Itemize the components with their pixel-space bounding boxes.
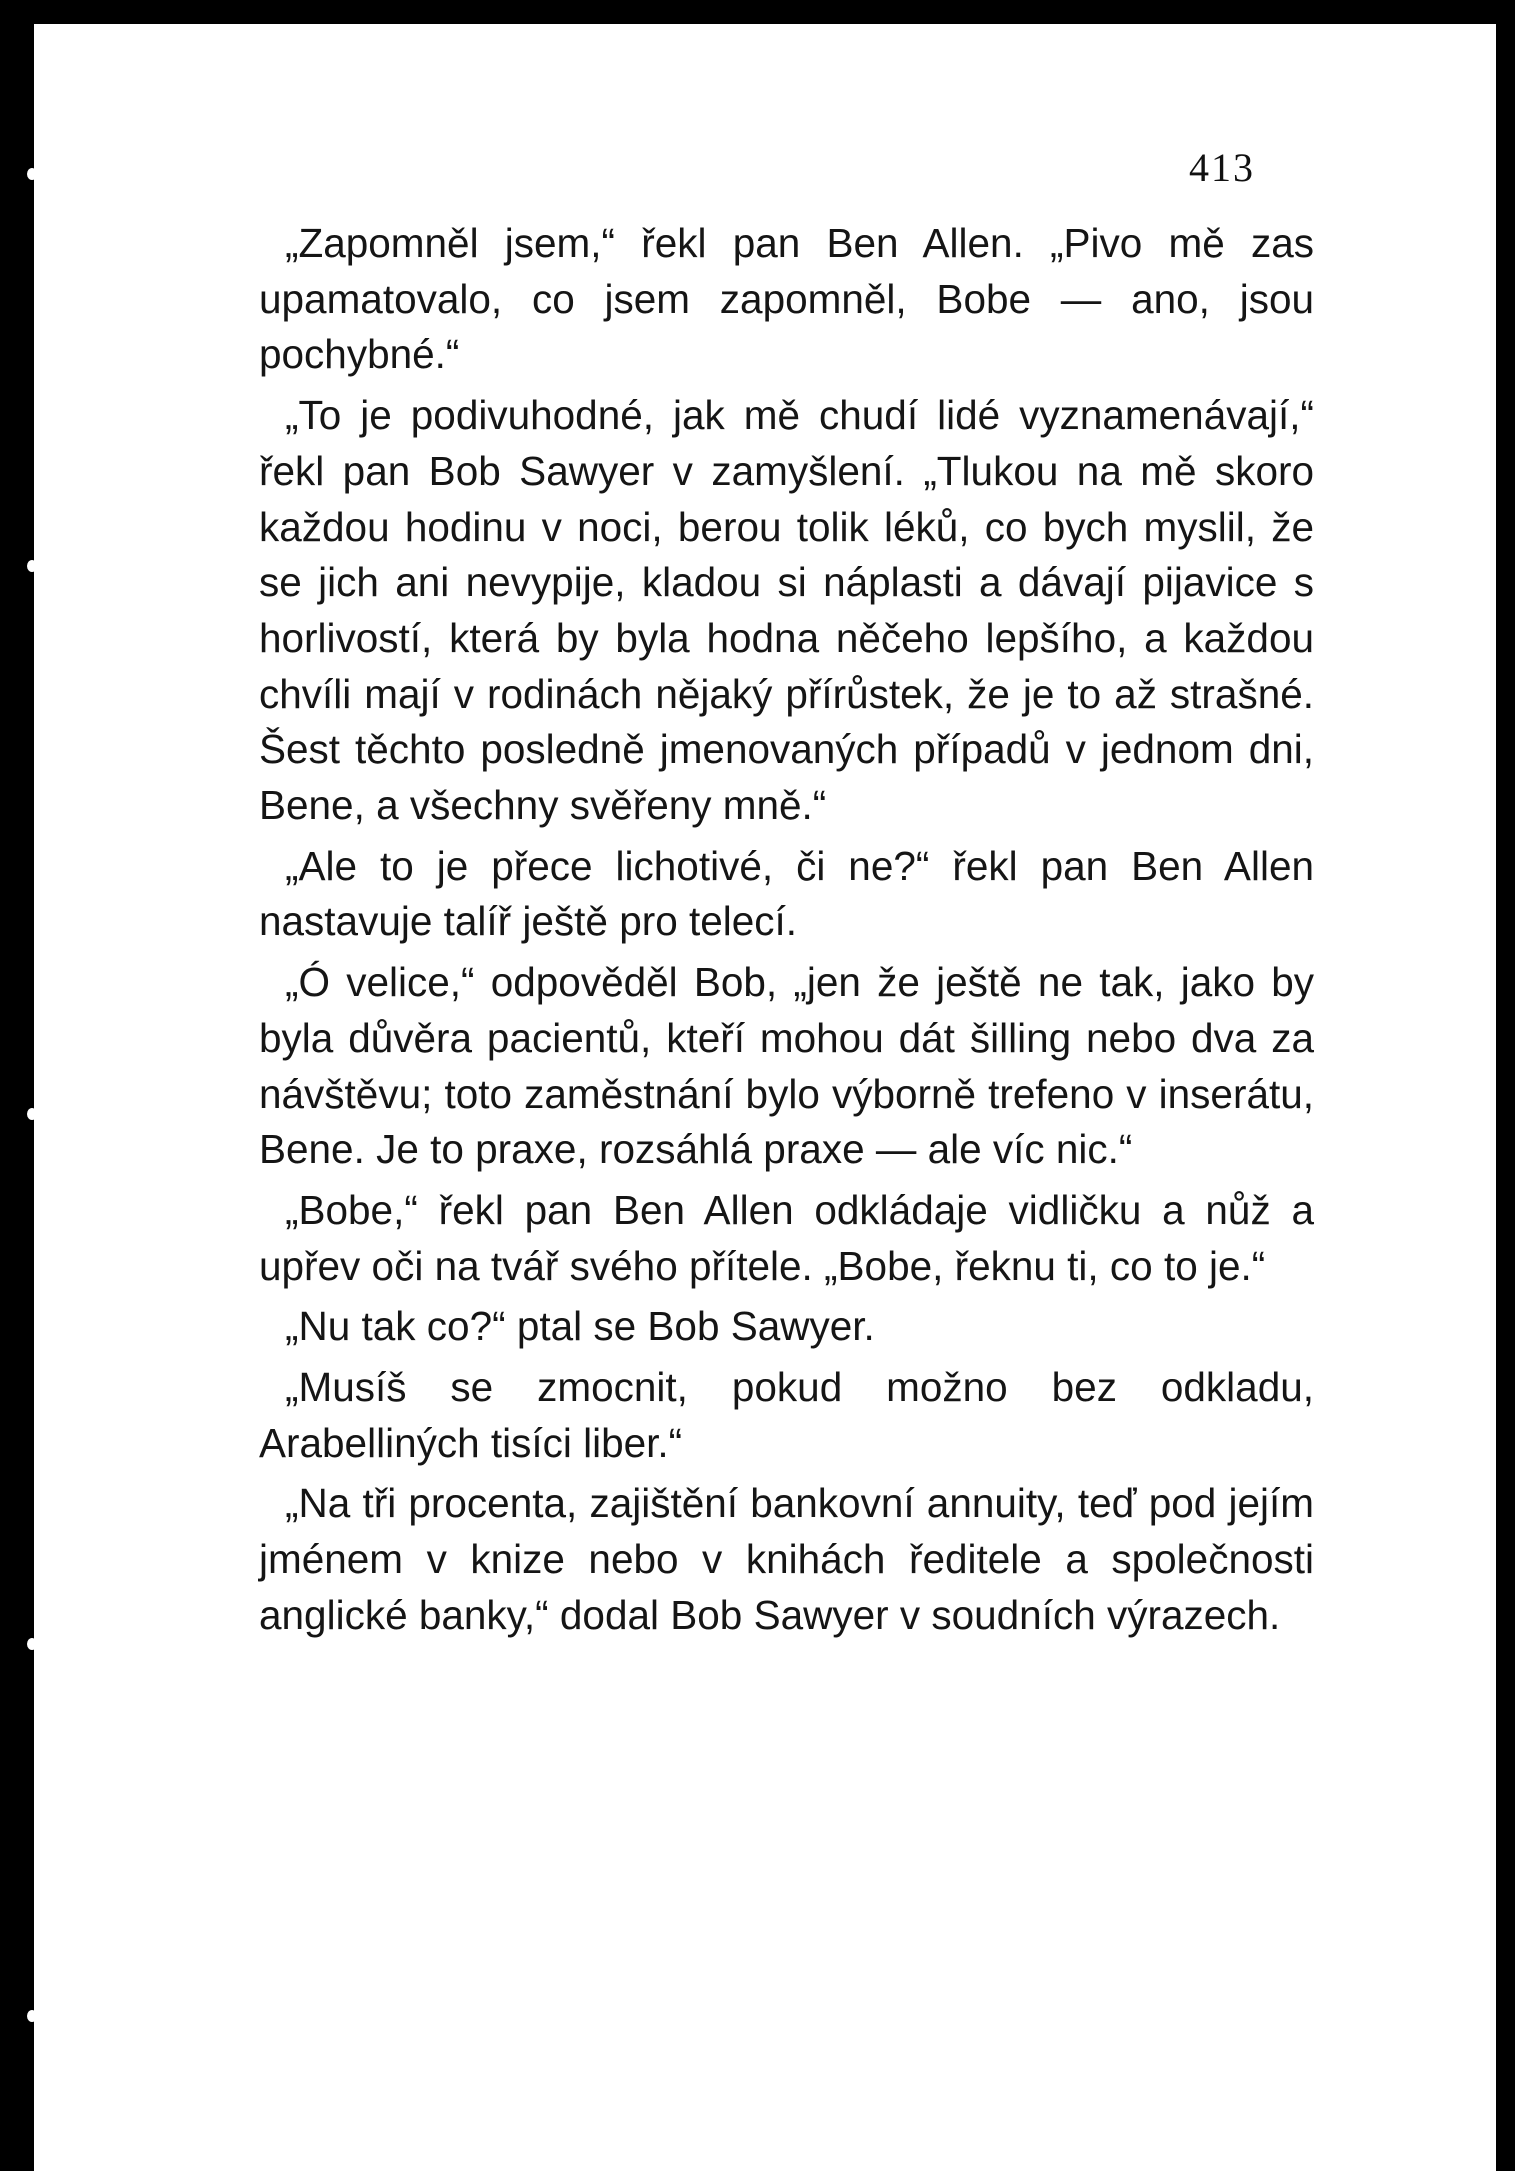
scan-edge-mark (27, 560, 37, 572)
paragraph: „Ale to je přece lichotivé, či ne?“ řekl pan Ben Allen nastavuje talíř ještě pro telecí. (259, 842, 1314, 945)
paragraph: „To je podivuhodné, jak mě chudí lidé vyznamenávají,“ řekl pan Bob Sawyer v zamyšlení. „Tlukou na mě skoro každou hodinu v noci, berou tolik léků, co bych myslil, že se jich ani nevypije, kladou si náplasti a dávají pijavice s horlivostí, která by byla hodna něčeho lepšího, a každou chvíli mají v rodinách nějaký přírůstek, že je to až strašné. Šest těchto posledně jmenovaných případů v jednom dni, Bene, a všechny svěřeny mně.“ (259, 392, 1314, 829)
scan-edge-mark (27, 2010, 37, 2022)
book-page (34, 24, 1496, 2171)
page-number: 413 (1189, 145, 1255, 190)
scan-edge-mark (27, 168, 37, 180)
paragraph: „Musíš se zmocnit, pokud možno bez odkladu, Arabelliných tisíci liber.“ (259, 1364, 1314, 1466)
paragraph: „Nu tak co?“ ptal se Bob Sawyer. (285, 1303, 875, 1350)
paragraph: „Na tři procenta, zajištění bankovní annuity, teď pod jejím jménem v knize nebo v knihách ředitele a společnosti anglické banky,“ dodal Bob Sawyer v soudních výrazech. (259, 1480, 1314, 1638)
scan-edge-mark (27, 1108, 37, 1120)
page-body-text (259, 216, 1314, 1649)
paragraph: „Bobe,“ řekl pan Ben Allen odkládaje vidličku a nůž a upřev oči na tvář svého přítele. „Bobe, řeknu ti, co to je.“ (259, 1186, 1314, 1289)
paragraph: „Zapomněl jsem,“ řekl pan Ben Allen. „Pivo mě zas upamatovalo, co jsem zapomněl, Bobe — ano, jsou pochybné.“ (259, 220, 1314, 378)
paragraph: „Ó velice,“ odpověděl Bob, „jen že ještě ne tak, jako by byla důvěra pacientů, kteří mohou dát šilling nebo dva za návštěvu; toto zaměstnání bylo výborně trefeno v inserátu, Bene. Je to praxe, rozsáhlá praxe — ale víc nic.“ (259, 959, 1314, 1173)
scan-edge-mark (27, 1638, 37, 1650)
